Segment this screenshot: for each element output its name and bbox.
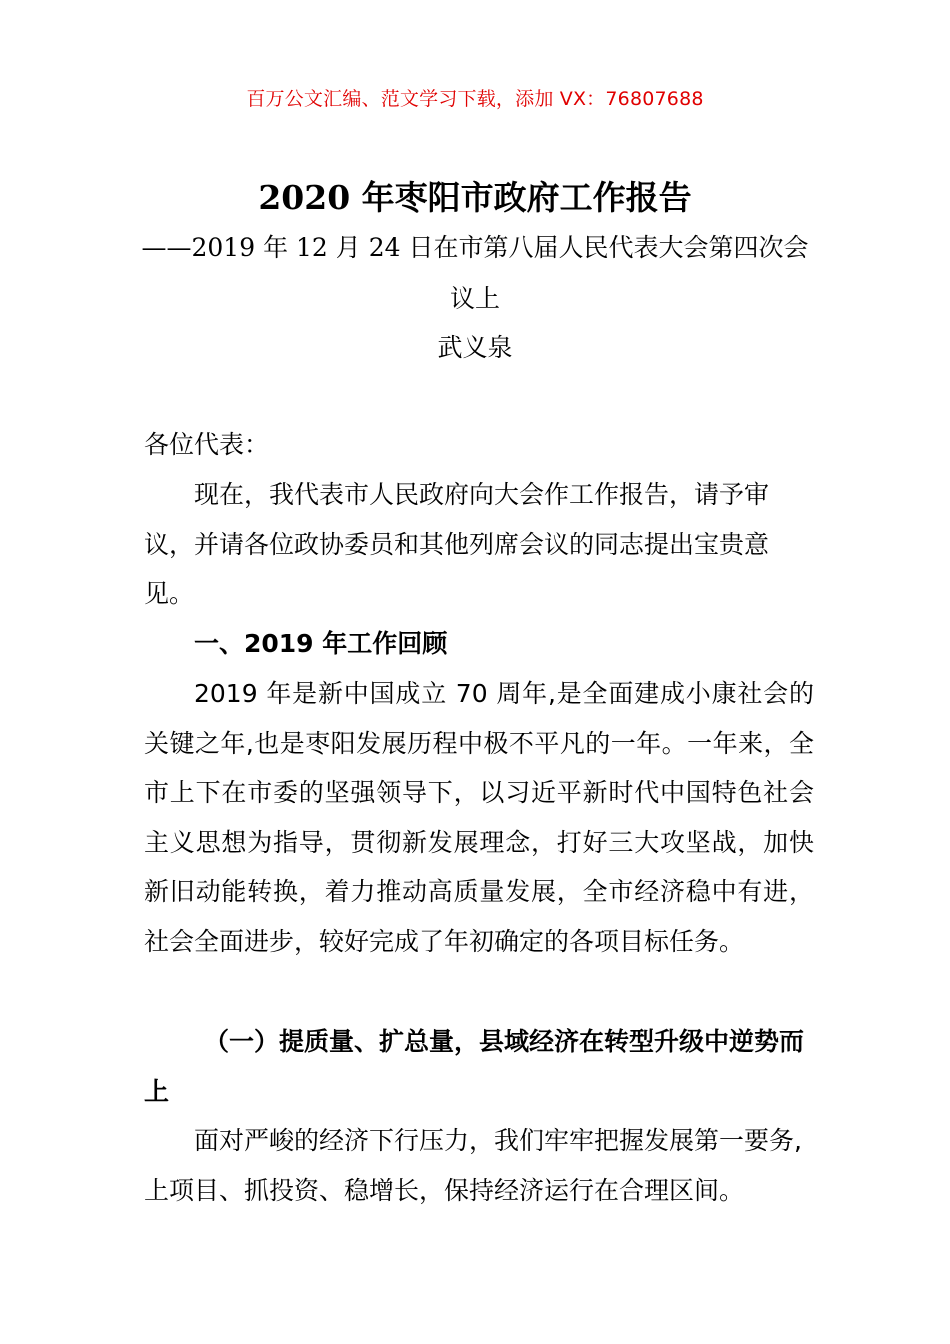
paragraph-economy: 面对严峻的经济下行压力，我们牢牢把握发展第一要务,上项目、抓投资、稳增长，保持经济运行在合理区间。: [144, 1126, 802, 1205]
greeting: 各位代表：: [144, 430, 270, 459]
document-author: 武义泉: [437, 333, 513, 362]
promo-banner: 百万公文汇编、范文学习下载，添加 VX：76807688: [246, 88, 704, 110]
section-heading: 一、2019 年工作回顾: [194, 629, 448, 658]
document-subtitle: ——2019 年 12 月 24 日在市第八届人民代表大会第四次会: [141, 233, 809, 262]
document-title: 2020 年枣阳市政府工作报告: [258, 178, 692, 217]
document-subtitle-continued: 议上: [449, 284, 500, 313]
paragraph-review: 2019 年是新中国成立 70 周年,是全面建成小康社会的关键之年,也是枣阳发展历程中极不平凡的一年。一年来，全市上下在市委的坚强领导下，以习近平新时代中国特色社会主义思想为指导，贯彻新发展理念，打好三大攻坚战，加快新旧动能转换，着力推动高质量发展，全市经济稳中有进，社会全面进步，较好完成了年初确定的各项目标任务。: [144, 679, 814, 956]
paragraph-intro: 现在，我代表市人民政府向大会作工作报告，请予审议，并请各位政协委员和其他列席会议的同志提出宝贵意见。: [144, 480, 770, 608]
subsection-heading: （一）提质量、扩总量，县域经济在转型升级中逆势而上: [144, 1027, 805, 1106]
